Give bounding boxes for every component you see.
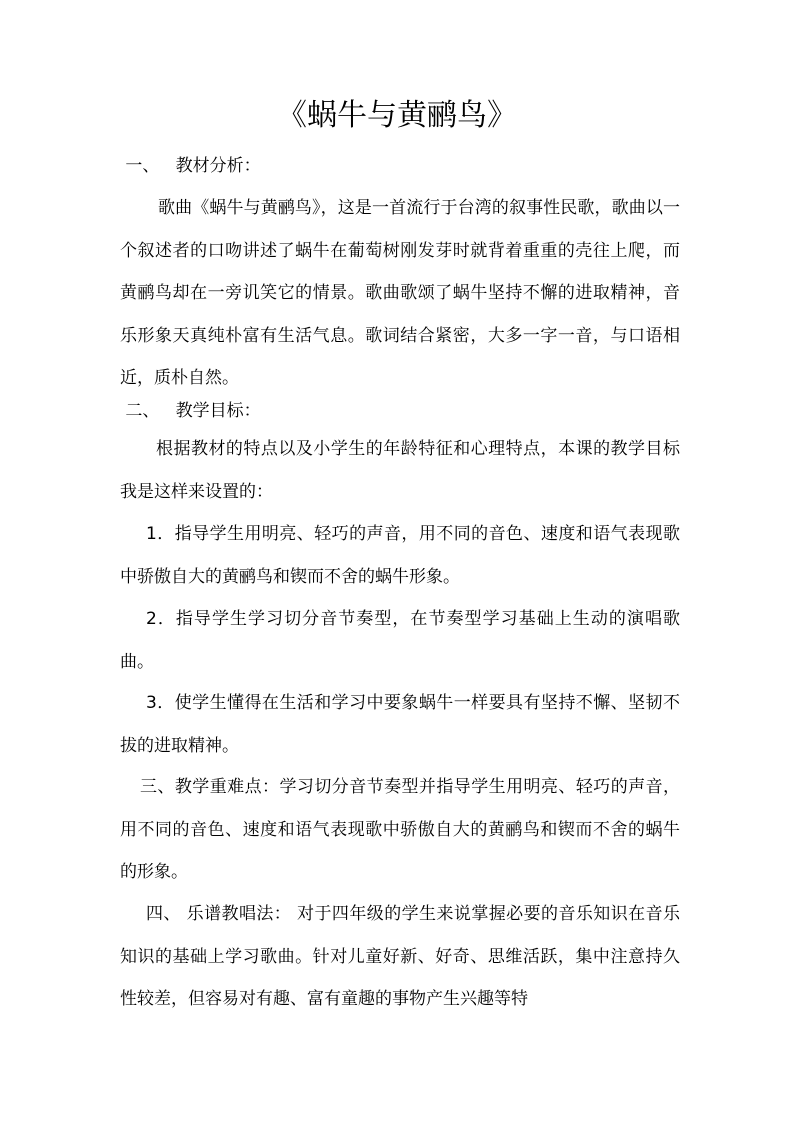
paragraph-textbook-analysis: 歌曲《蜗牛与黄鹂鸟》，这是一首流行于台湾的叙事性民歌，歌曲以一个叙述者的口吻讲述了蜗牛在葡萄树刚发芽时就背着重重的壳往上爬，而黄鹂鸟却在一旁讥笑它的情景。歌曲歌颂了蜗牛坚持不懈的进取精神，音乐形象天真纯朴富有生活气息。歌词结合紧密，大多一字一音，与口语相近，质朴自然。 (120, 198, 680, 388)
section-heading-textbook-analysis: 一、 教材分析： (120, 156, 261, 176)
paragraph-goals-intro: 根据教材的特点以及小学生的年龄特征和心理特点，本课的教学目标我是这样来设置的： (120, 439, 680, 502)
goal-item-3: 3．使学生懂得在生活和学习中要象蜗牛一样要具有坚持不懈、坚韧不拔的进取精神。 (120, 693, 680, 756)
paragraph-score-teaching-method: 四、 乐谱教唱法： 对于四年级的学生来说掌握必要的音乐知识在音乐知识的基础上学习歌曲。针对儿童好新、好奇、思维活跃，集中注意持久性较差，但容易对有趣、富有童趣的事物产生兴趣等特 (120, 904, 680, 1009)
document-title: 《蜗牛与黄鹂鸟》 (277, 98, 517, 133)
section-heading-teaching-goals: 二、 教学目标： (120, 401, 261, 421)
paragraph-key-difficulties: 三、教学重难点：学习切分音节奏型并指导学生用明亮、轻巧的声音，用不同的音色、速度和语气表现歌中骄傲自大的黄鹂鸟和锲而不舍的蜗牛的形象。 (120, 777, 680, 882)
goal-item-1: 1．指导学生用明亮、轻巧的声音，用不同的音色、速度和语气表现歌中骄傲自大的黄鹂鸟和锲而不舍的蜗牛形象。 (120, 524, 680, 587)
goal-item-2: 2．指导学生学习切分音节奏型，在节奏型学习基础上生动的演唱歌曲。 (120, 609, 680, 672)
